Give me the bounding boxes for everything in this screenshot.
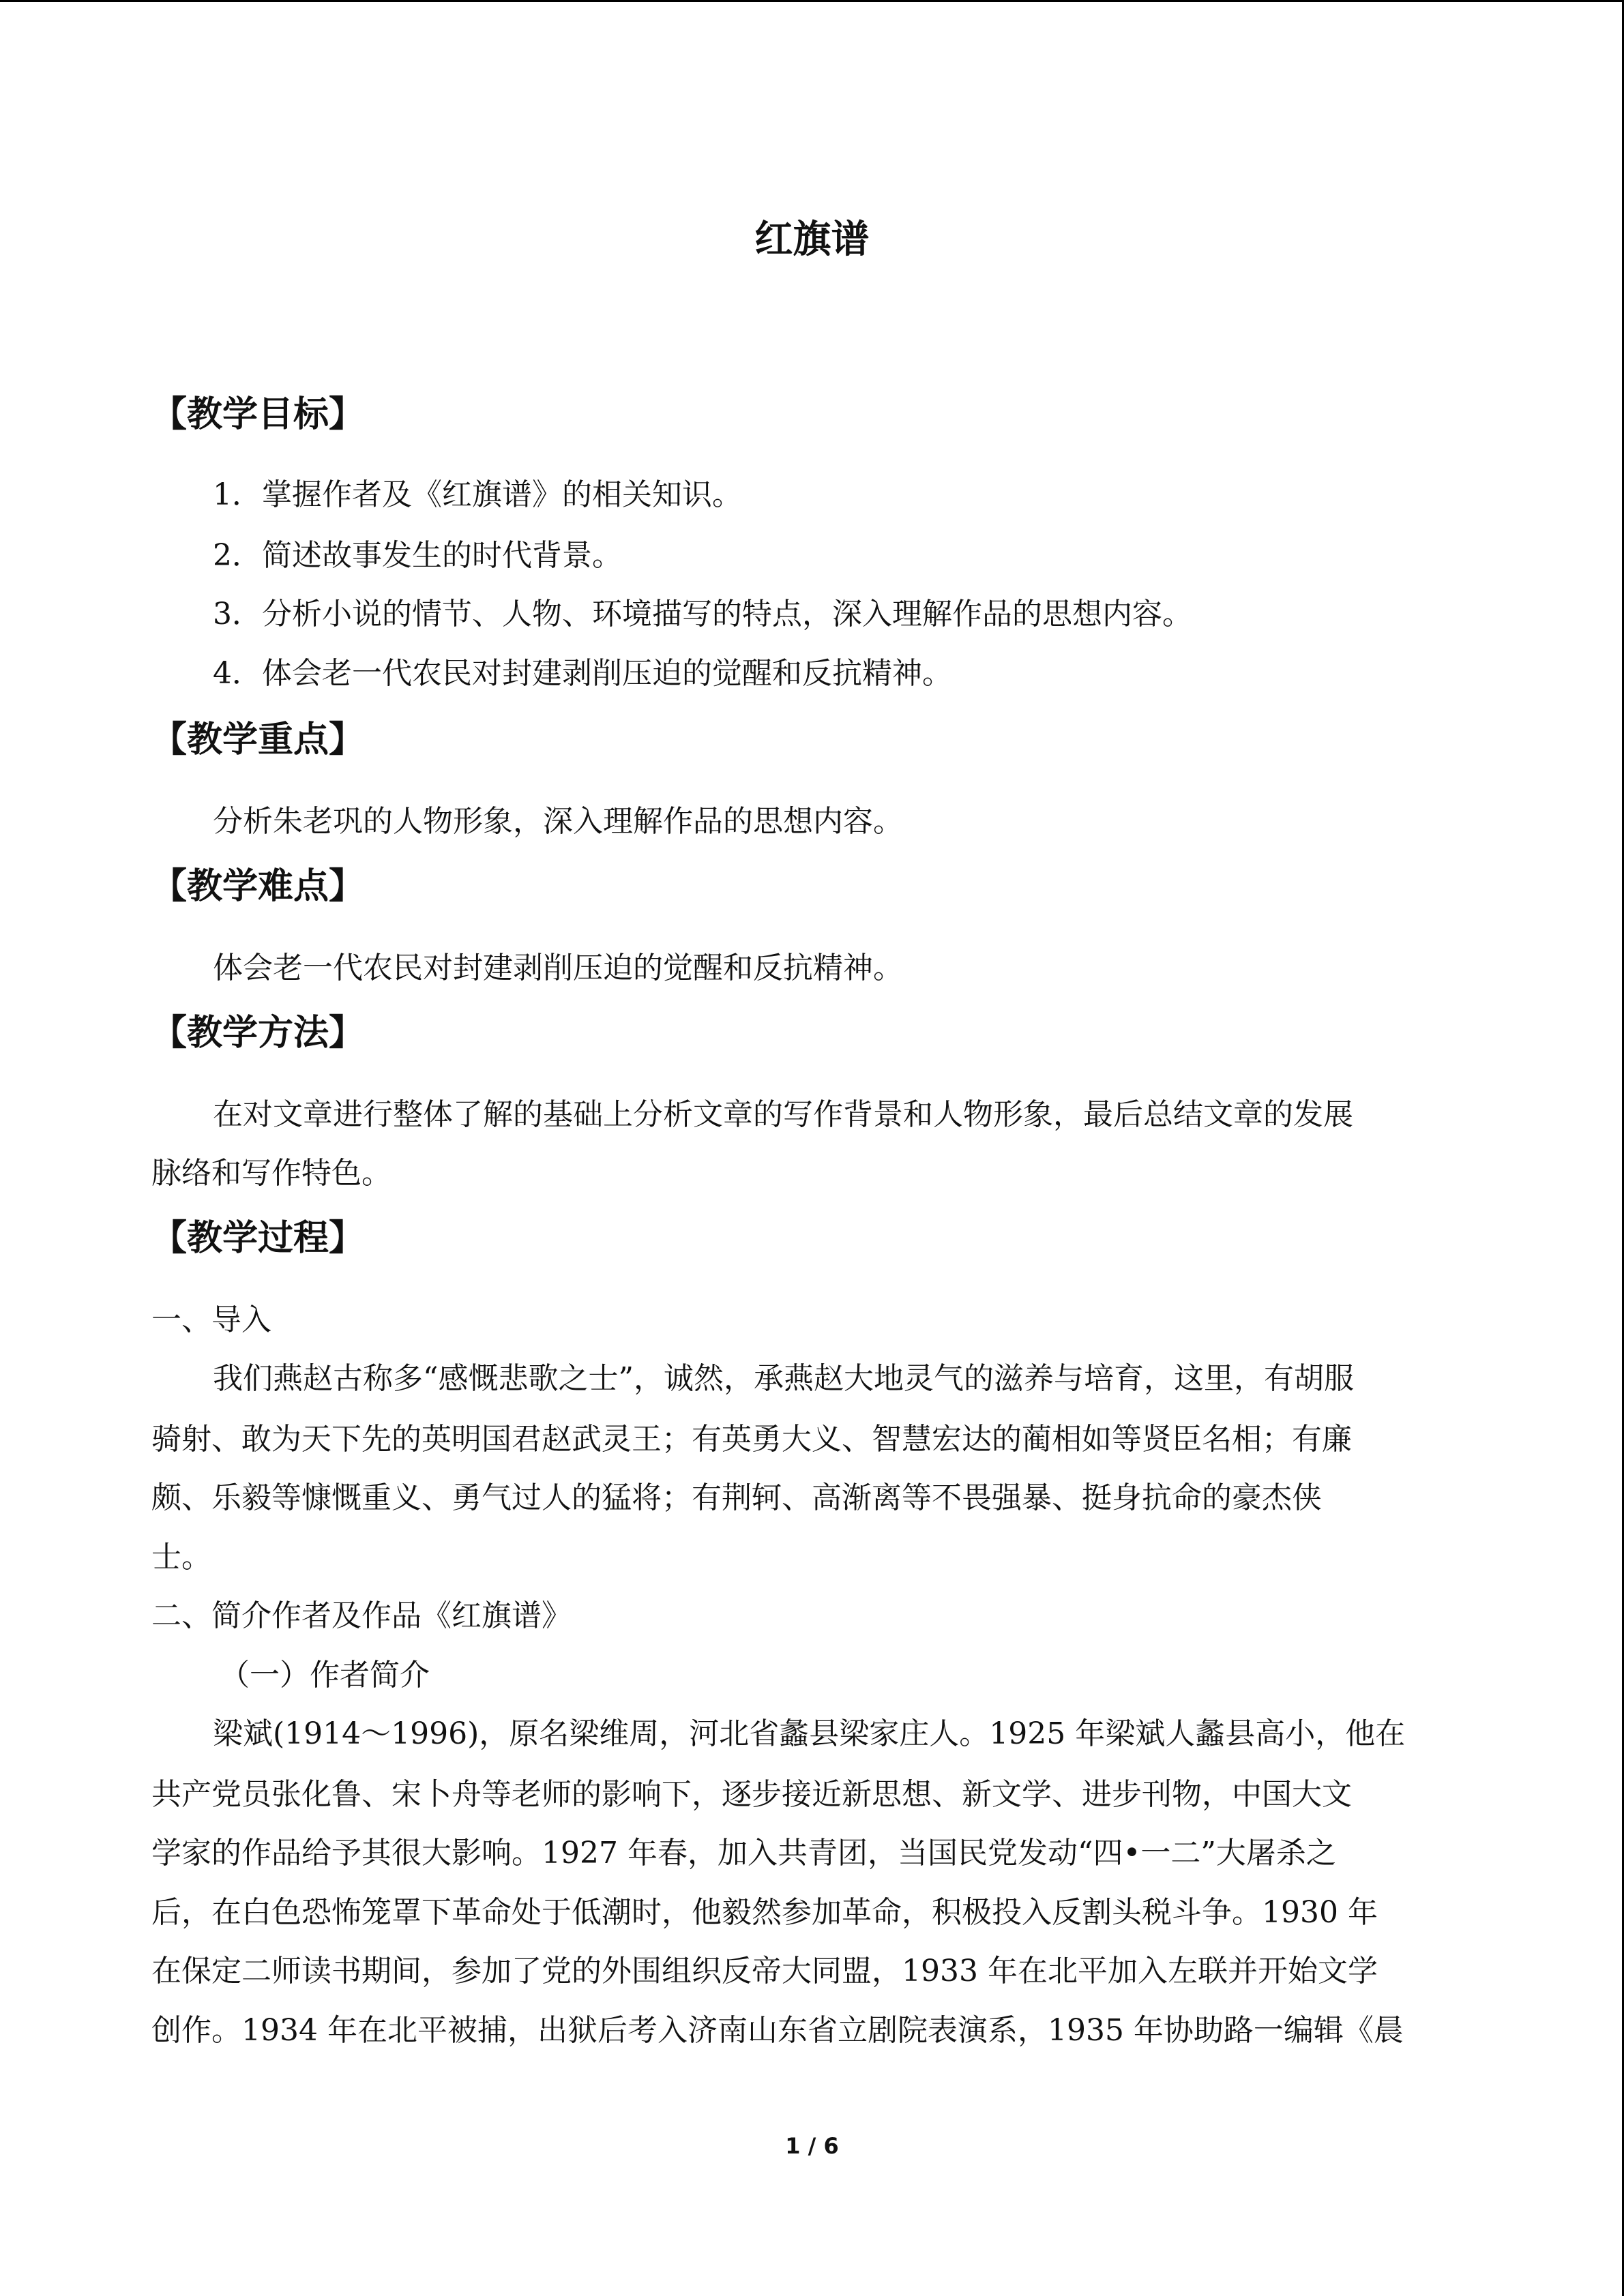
key-points-text: 分析朱老巩的人物形象，深入理解作品的思想内容。 bbox=[213, 804, 903, 839]
section-heading-key-points: 【教学重点】 bbox=[151, 719, 365, 760]
goal-item: 1．掌握作者及《红旗谱》的相关知识。 bbox=[213, 477, 742, 512]
author-text-line: 后，在白色恐怖笼罩下革命处于低潮时，他毅然参加革命，积极投入反割头税斗争。1930 年 bbox=[151, 1895, 1378, 1930]
author-subheading: （一）作者简介 bbox=[220, 1658, 430, 1693]
difficulties-text: 体会老一代农民对封建剥削压迫的觉醒和反抗精神。 bbox=[213, 951, 903, 985]
section-heading-goals: 【教学目标】 bbox=[151, 394, 365, 435]
intro-text-line: 颇、乐毅等慷慨重义、勇气过人的猛将；有荆轲、高渐离等不畏强暴、挺身抗命的豪杰侠 bbox=[151, 1480, 1322, 1515]
methods-text-line: 在对文章进行整体了解的基础上分析文章的写作背景和人物形象，最后总结文章的发展 bbox=[213, 1097, 1353, 1132]
author-text-line: 梁斌(1914～1996)，原名梁维周，河北省蠡县梁家庄人。1925 年梁斌人蠡县高小，他在 bbox=[213, 1716, 1406, 1751]
intro-text-line: 骑射、敢为天下先的英明国君赵武灵王；有英勇大义、智慧宏达的蔺相如等贤臣名相；有廉 bbox=[151, 1422, 1352, 1457]
goal-item: 3．分析小说的情节、人物、环境描写的特点，深入理解作品的思想内容。 bbox=[213, 597, 1192, 631]
section-heading-methods: 【教学方法】 bbox=[151, 1013, 365, 1054]
intro-heading: 一、导入 bbox=[151, 1302, 271, 1337]
intro-text-line: 士。 bbox=[151, 1540, 211, 1575]
section-heading-difficulties: 【教学难点】 bbox=[151, 866, 365, 907]
goal-item: 4．体会老一代农民对封建剥削压迫的觉醒和反抗精神。 bbox=[213, 656, 952, 691]
author-text-line: 学家的作品给予其很大影响。1927 年春，加入共青团，当国民党发动“四•一二”大屠杀之 bbox=[151, 1836, 1336, 1870]
author-text-line: 在保定二师读书期间，参加了党的外围组织反帝大同盟，1933 年在北平加入左联并开始文学 bbox=[151, 1954, 1378, 1988]
methods-text-line: 脉络和写作特色。 bbox=[151, 1156, 392, 1191]
intro-text-line: 我们燕赵古称多“感慨悲歌之士”，诚然，承燕赵大地灵气的滋养与培育，这里，有胡服 bbox=[213, 1361, 1354, 1396]
author-text-line: 创作。1934 年在北平被捕，出狱后考入济南山东省立剧院表演系，1935 年协助路一编辑《晨 bbox=[151, 2013, 1404, 2048]
document-title: 红旗谱 bbox=[754, 218, 870, 262]
part2-heading: 二、简介作者及作品《红旗谱》 bbox=[151, 1598, 572, 1633]
page-number: 1 / 6 bbox=[785, 2133, 839, 2159]
author-text-line: 共产党员张化鲁、宋卜舟等老师的影响下，逐步接近新思想、新文学、进步刊物，中国大文 bbox=[151, 1777, 1352, 1812]
section-heading-process: 【教学过程】 bbox=[151, 1218, 365, 1259]
goal-item: 2．简述故事发生的时代背景。 bbox=[213, 538, 622, 573]
